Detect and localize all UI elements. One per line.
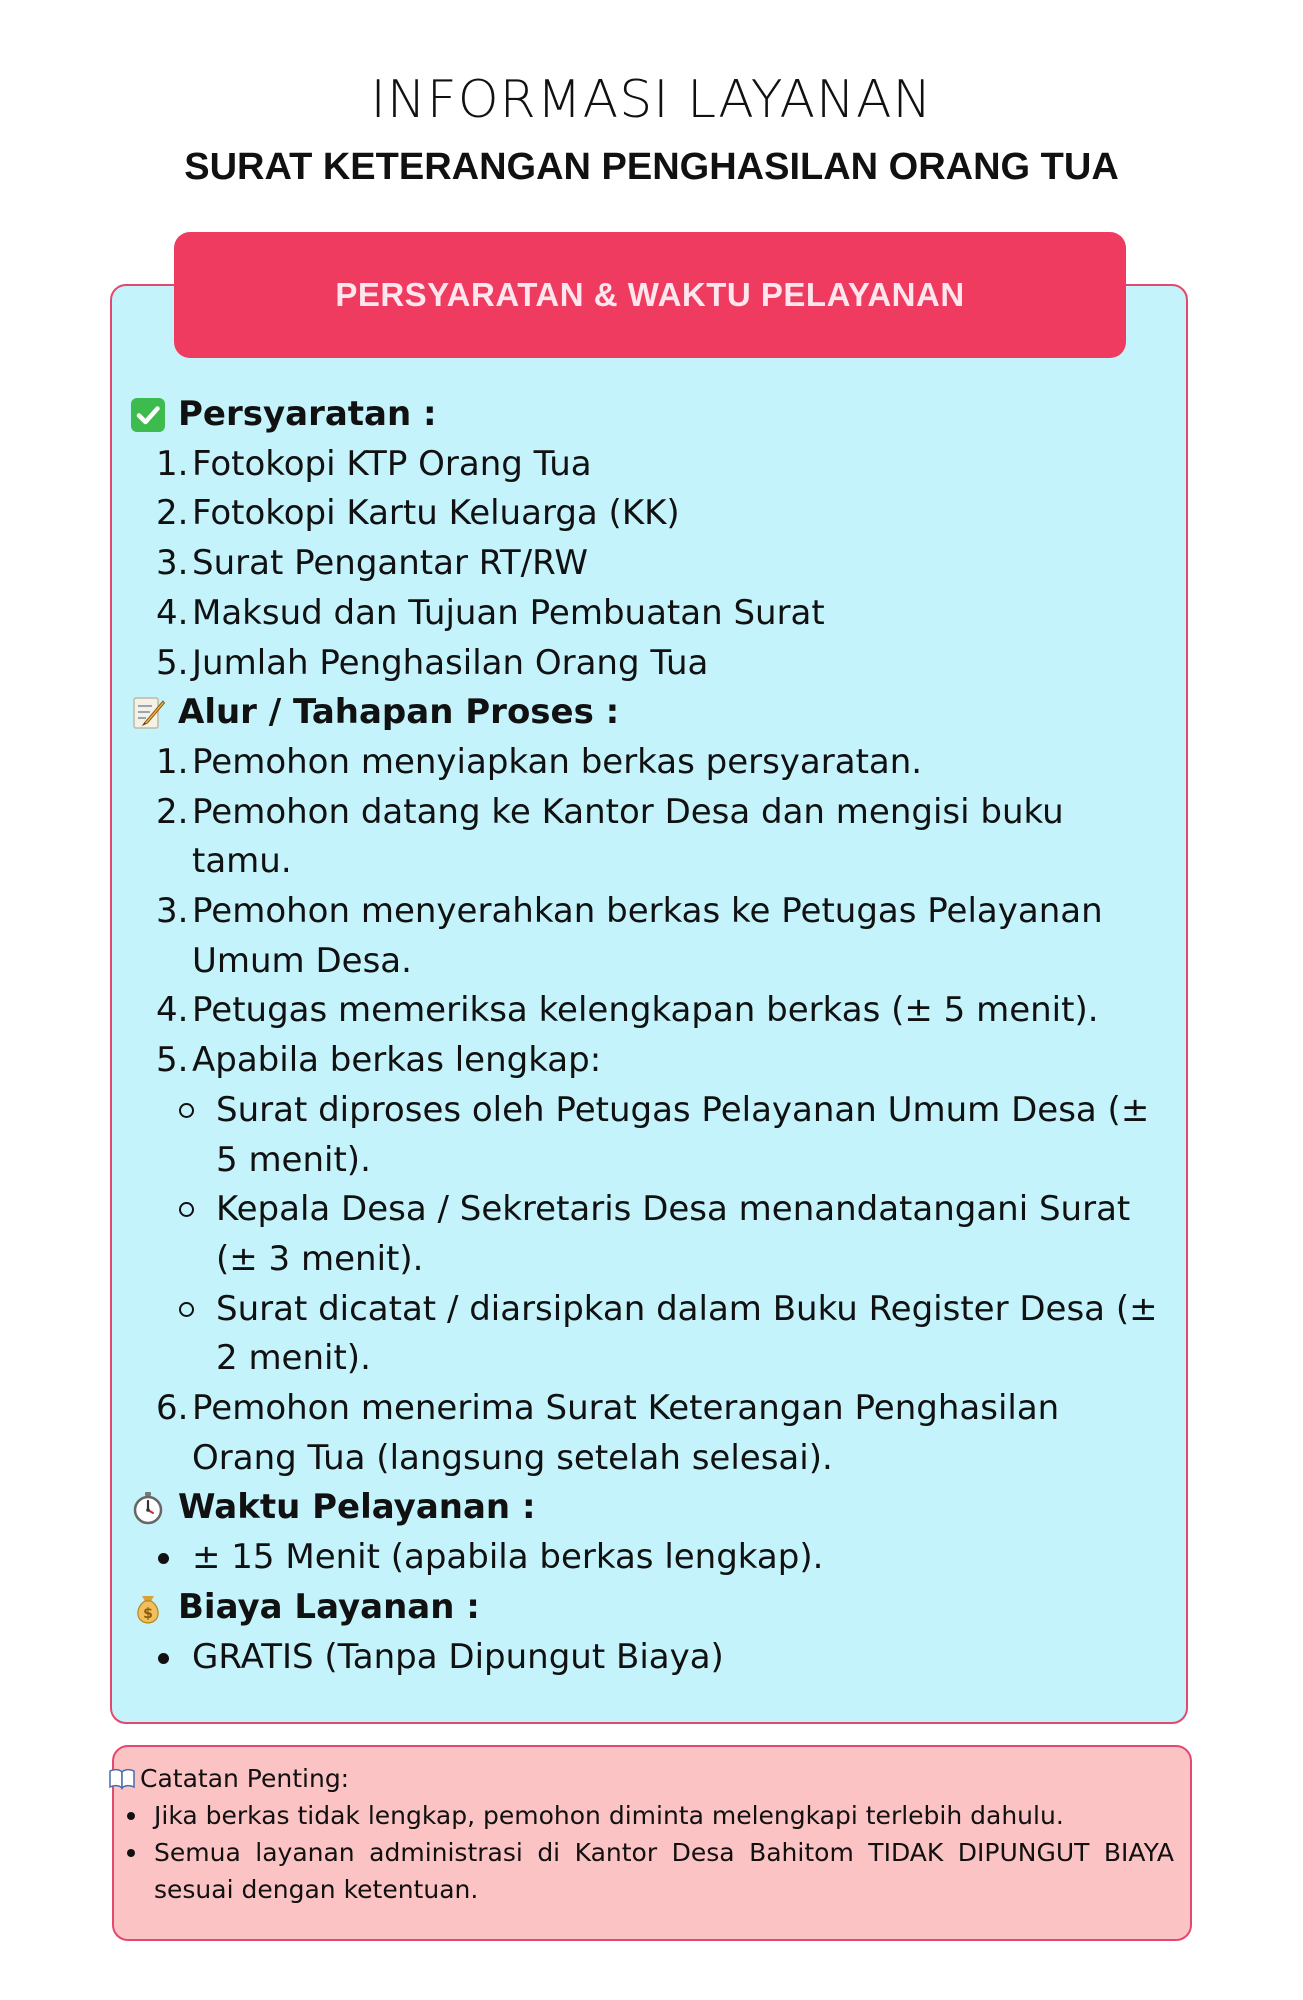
item-number: 5.: [156, 642, 189, 683]
money-bag-icon: [130, 1590, 166, 1626]
list-item: [108, 1797, 1174, 1834]
list-item: [130, 440, 1170, 490]
item-text: Kepala Desa / Sekretaris Desa menandatangani Surat (± 3 menit).: [216, 1189, 1131, 1279]
item-text: Surat dicatat / diarsipkan dalam Buku Register Desa (± 2 menit).: [216, 1288, 1158, 1379]
check-mark-icon: [130, 397, 166, 433]
notes-content: [108, 1760, 1174, 1908]
list-item: [130, 986, 1170, 1036]
item-text: ± 15 Menit (apabila berkas lengkap).: [192, 1537, 824, 1578]
banner-label: PERSYARATAN & WAKTU PELAYANAN: [335, 276, 965, 313]
list-item: [130, 887, 1170, 986]
item-text: Fotokopi KTP Orang Tua: [192, 443, 592, 484]
info-content: [130, 390, 1170, 1682]
page-subtitle: SURAT KETERANGAN PENGHASILAN ORANG TUA: [184, 146, 1119, 188]
service-time-heading-text: Waktu Pelayanan :: [178, 1487, 536, 1528]
item-text: Petugas memeriksa kelengkapan berkas (± 5 menit).: [192, 990, 1099, 1031]
item-number: 4.: [156, 592, 189, 633]
list-item: [130, 788, 1170, 887]
item-number: 2.: [156, 791, 189, 832]
fee-heading: [130, 1583, 1170, 1633]
section-banner: [174, 232, 1126, 358]
item-number: 1.: [156, 443, 189, 484]
list-item: [130, 539, 1170, 589]
item-text: Surat diproses oleh Petugas Pelayanan Umum Desa (± 5 menit).: [216, 1089, 1150, 1180]
item-text: Maksud dan Tujuan Pembuatan Surat: [192, 592, 825, 633]
list-item: [108, 1834, 1174, 1908]
notes-heading-text: Catatan Penting:: [140, 1764, 350, 1793]
item-text: Jumlah Penghasilan Orang Tua: [192, 642, 709, 683]
sub-list-item: [130, 1285, 1170, 1384]
item-text: Pemohon menerima Surat Keterangan Penghasilan Orang Tua (langsung setelah selesai).: [192, 1388, 1060, 1478]
list-item: [130, 589, 1170, 639]
circle-bullet-icon: [156, 1086, 216, 1185]
item-text: Semua layanan administrasi di Kantor Desa Bahitom TIDAK DIPUNGUT BIAYA sesuai dengan ketentuan.: [154, 1838, 1174, 1904]
item-text: Jika berkas tidak lengkap, pemohon diminta melengkapi terlebih dahulu.: [154, 1801, 1064, 1830]
requirements-heading: [130, 390, 1170, 440]
process-heading: [130, 688, 1170, 738]
item-number: 1.: [156, 741, 189, 782]
page-title: INFORMASI LAYANAN: [370, 70, 933, 130]
process-heading-text: Alur / Tahapan Proses :: [178, 692, 620, 733]
notes-heading: [108, 1760, 1174, 1797]
item-number: 2.: [156, 493, 189, 534]
sub-list-item: [130, 1086, 1170, 1185]
process-sublist: [130, 1086, 1170, 1384]
svg-text:$: $: [143, 1605, 153, 1622]
item-text: Pemohon menyerahkan berkas ke Petugas Pelayanan Umum Desa.: [192, 891, 1103, 981]
item-number: 6.: [156, 1388, 189, 1429]
item-number: 3.: [156, 891, 189, 932]
list-item: [130, 1533, 1170, 1583]
open-book-icon: [108, 1768, 136, 1790]
circle-bullet-icon: [156, 1285, 216, 1384]
stopwatch-icon: [130, 1490, 166, 1526]
item-number: 5.: [156, 1040, 189, 1081]
memo-icon: [130, 695, 166, 731]
circle-bullet-icon: [156, 1185, 216, 1284]
bullet-icon: [156, 1533, 192, 1583]
list-item: [130, 489, 1170, 539]
item-number: 4.: [156, 990, 189, 1031]
requirements-heading-text: Persyaratan :: [178, 394, 437, 434]
list-item: [130, 1036, 1170, 1086]
requirements-list: [130, 440, 1170, 689]
list-item: [130, 1384, 1170, 1483]
item-text: Fotokopi Kartu Keluarga (KK): [192, 493, 680, 534]
item-text: GRATIS (Tanpa Dipungut Biaya): [192, 1636, 724, 1677]
process-list: [130, 738, 1170, 1484]
list-item: [130, 1633, 1170, 1683]
list-item: [130, 738, 1170, 788]
item-number: 3.: [156, 543, 189, 584]
service-time-heading: [130, 1483, 1170, 1533]
item-text: Pemohon menyiapkan berkas persyaratan.: [192, 741, 923, 782]
item-text: Apabila berkas lengkap:: [192, 1040, 602, 1081]
bullet-icon: [108, 1797, 154, 1834]
item-text: Surat Pengantar RT/RW: [192, 543, 588, 584]
item-text: Pemohon datang ke Kantor Desa dan mengisi buku tamu.: [192, 791, 1064, 882]
bullet-icon: [156, 1633, 192, 1683]
list-item: [130, 639, 1170, 689]
bullet-icon: [108, 1834, 154, 1908]
sub-list-item: [130, 1185, 1170, 1284]
fee-heading-text: Biaya Layanan :: [178, 1586, 480, 1627]
